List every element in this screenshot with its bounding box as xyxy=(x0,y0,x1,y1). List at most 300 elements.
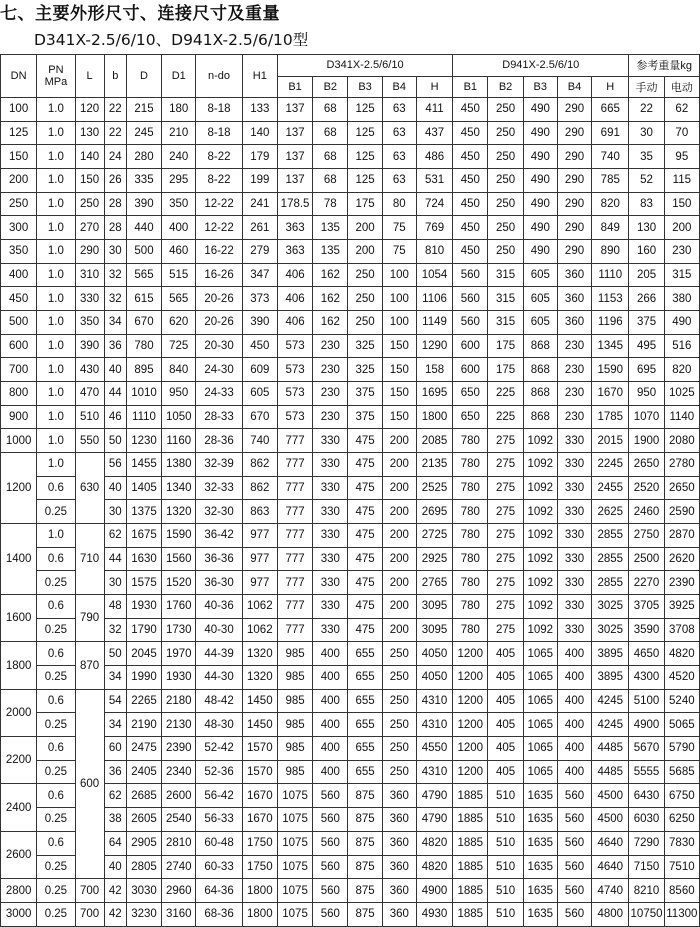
table-cell: 2685 xyxy=(126,784,161,808)
table-cell: 1.0 xyxy=(37,192,75,216)
table-cell: 780 xyxy=(453,547,488,571)
table-cell: 868 xyxy=(523,382,557,406)
table-cell: 985 xyxy=(277,760,312,784)
table-cell: 50 xyxy=(104,429,126,453)
table-cell: 250 xyxy=(348,263,382,287)
table-cell: 125 xyxy=(348,145,382,169)
table-cell: 3160 xyxy=(162,902,196,926)
table-cell: 32-30 xyxy=(196,500,242,524)
table-cell: 1670 xyxy=(242,808,277,832)
pn-cell: 1.0 xyxy=(37,524,75,548)
table-cell: 2805 xyxy=(126,855,161,879)
table-cell: 1.0 xyxy=(37,145,75,169)
table-cell: 375 xyxy=(629,311,664,335)
table-cell: 510 xyxy=(488,855,523,879)
table-cell: 160 xyxy=(629,240,664,264)
table-cell: 560 xyxy=(557,808,591,832)
table-cell: 158 xyxy=(416,358,452,382)
table-row xyxy=(1,524,700,548)
table-cell: 1560 xyxy=(162,547,196,571)
table-cell: 20-26 xyxy=(196,287,242,311)
table-cell: 460 xyxy=(162,240,196,264)
table-cell: 2855 xyxy=(592,547,629,571)
table-cell: 400 xyxy=(557,689,591,713)
table-cell: 5555 xyxy=(629,760,664,784)
table-cell: 230 xyxy=(557,382,591,406)
table-cell: 12-22 xyxy=(196,216,242,240)
table-cell: 565 xyxy=(162,287,196,311)
table-cell: 820 xyxy=(592,192,629,216)
table-cell: 1760 xyxy=(162,595,196,619)
table-row xyxy=(1,192,700,216)
table-cell: 36 xyxy=(104,760,126,784)
table-cell: 868 xyxy=(523,405,557,429)
table-cell: 8-18 xyxy=(196,121,242,145)
table-cell: 250 xyxy=(488,240,523,264)
table-cell: 137 xyxy=(277,145,312,169)
table-cell: 405 xyxy=(488,642,523,666)
table-cell: 200 xyxy=(664,216,699,240)
table-cell: 475 xyxy=(348,595,382,619)
table-cell: 950 xyxy=(162,382,196,406)
table-cell: 3590 xyxy=(629,618,664,642)
table-cell: 250 xyxy=(488,121,523,145)
table-cell: 1885 xyxy=(453,855,488,879)
table-cell: 560 xyxy=(557,879,591,903)
table-cell: 1.0 xyxy=(37,429,75,453)
table-cell: 450 xyxy=(1,287,37,311)
table-cell: 22 xyxy=(629,98,664,122)
header-d341-col: B2 xyxy=(313,76,348,98)
table-cell: 40-36 xyxy=(196,595,242,619)
table-cell: 200 xyxy=(382,453,416,477)
table-cell: 330 xyxy=(313,500,348,524)
table-cell: 2725 xyxy=(416,524,452,548)
table-cell: 1695 xyxy=(416,382,452,406)
table-cell: 1.0 xyxy=(37,382,75,406)
table-cell: 325 xyxy=(348,358,382,382)
table-cell: 275 xyxy=(488,571,523,595)
table-cell: 350 xyxy=(1,240,37,264)
table-cell: 560 xyxy=(557,855,591,879)
table-cell: 475 xyxy=(348,618,382,642)
table-cell: 4550 xyxy=(416,737,452,761)
table-cell: 1670 xyxy=(592,382,629,406)
table-cell: 1200 xyxy=(453,642,488,666)
table-cell: 48-30 xyxy=(196,713,242,737)
table-cell: 162 xyxy=(313,311,348,335)
table-cell: 140 xyxy=(242,121,277,145)
table-cell: 700 xyxy=(75,902,104,926)
table-cell: 48-42 xyxy=(196,689,242,713)
dn-cell: 1600 xyxy=(1,595,37,642)
table-cell: 330 xyxy=(557,571,591,595)
table-cell: 4820 xyxy=(416,831,452,855)
table-cell: 4500 xyxy=(592,808,629,832)
table-cell: 510 xyxy=(488,808,523,832)
table-cell: 1405 xyxy=(126,476,161,500)
table-cell: 115 xyxy=(664,169,699,193)
table-cell: 2650 xyxy=(629,453,664,477)
table-cell: 0.25 xyxy=(37,879,75,903)
table-cell: 1750 xyxy=(242,831,277,855)
table-cell: 52 xyxy=(629,169,664,193)
header-d341-col: B3 xyxy=(348,76,382,98)
table-cell: 275 xyxy=(488,429,523,453)
table-cell: 400 xyxy=(557,642,591,666)
table-cell: 230 xyxy=(313,382,348,406)
table-cell: 130 xyxy=(75,121,104,145)
table-cell: 1320 xyxy=(242,666,277,690)
table-cell: 64 xyxy=(104,831,126,855)
table-cell: 363 xyxy=(277,216,312,240)
table-cell: 270 xyxy=(75,216,104,240)
table-cell: 68 xyxy=(313,98,348,122)
table-cell: 175 xyxy=(488,334,523,358)
table-cell: 44-30 xyxy=(196,666,242,690)
table-cell: 724 xyxy=(416,192,452,216)
table-cell: 615 xyxy=(126,287,161,311)
table-cell: 363 xyxy=(277,240,312,264)
table-cell: 44 xyxy=(104,382,126,406)
table-cell: 44 xyxy=(104,547,126,571)
table-cell: 3895 xyxy=(592,642,629,666)
table-cell: 250 xyxy=(488,98,523,122)
dn-cell: 2600 xyxy=(1,831,37,878)
table-cell: 4310 xyxy=(416,760,452,784)
table-cell: 34 xyxy=(104,311,126,335)
section-title: 七、主要外形尺寸、连接尺寸及重量 xyxy=(0,4,280,24)
table-cell: 1450 xyxy=(242,713,277,737)
table-cell: 1635 xyxy=(523,808,557,832)
table-cell: 28-36 xyxy=(196,429,242,453)
table-cell: 2695 xyxy=(416,500,452,524)
table-cell: 290 xyxy=(557,121,591,145)
table-cell: 330 xyxy=(313,571,348,595)
table-cell: 4930 xyxy=(416,902,452,926)
table-cell: 1200 xyxy=(453,737,488,761)
table-cell: 56 xyxy=(104,453,126,477)
table-cell: 300 xyxy=(1,216,37,240)
table-row xyxy=(1,311,700,335)
table-cell: 330 xyxy=(557,595,591,619)
table-cell: 868 xyxy=(523,358,557,382)
table-cell: 695 xyxy=(629,358,664,382)
table-cell: 275 xyxy=(488,524,523,548)
table-cell: 390 xyxy=(75,334,104,358)
table-cell: 560 xyxy=(557,831,591,855)
table-cell: 810 xyxy=(416,240,452,264)
table-cell: 1000 xyxy=(1,429,37,453)
table-cell: 1320 xyxy=(242,642,277,666)
table-cell: 1730 xyxy=(162,618,196,642)
pn-cell: 0.25 xyxy=(37,808,75,832)
table-cell: 120 xyxy=(75,98,104,122)
header-d1: D1 xyxy=(162,55,196,98)
table-cell: 475 xyxy=(348,476,382,500)
pn-cell: 0.6 xyxy=(37,831,75,855)
header-h1: H1 xyxy=(242,55,277,98)
dimension-weight-table xyxy=(0,54,700,927)
table-cell: 230 xyxy=(313,405,348,429)
table-cell: 475 xyxy=(348,524,382,548)
table-row xyxy=(1,476,700,500)
table-cell: 100 xyxy=(382,263,416,287)
table-cell: 83 xyxy=(629,192,664,216)
table-cell: 2180 xyxy=(162,689,196,713)
table-cell: 2650 xyxy=(664,476,699,500)
table-row xyxy=(1,145,700,169)
table-cell: 24-30 xyxy=(196,358,242,382)
table-cell: 32-39 xyxy=(196,453,242,477)
table-cell: 150 xyxy=(75,169,104,193)
table-cell: 245 xyxy=(126,121,161,145)
pn-cell: 0.6 xyxy=(37,689,75,713)
table-cell: 330 xyxy=(557,476,591,500)
table-cell: 985 xyxy=(277,713,312,737)
table-cell: 531 xyxy=(416,169,452,193)
table-header xyxy=(1,55,700,98)
table-cell: 780 xyxy=(453,453,488,477)
table-cell: 250 xyxy=(75,192,104,216)
table-cell: 360 xyxy=(557,287,591,311)
table-cell: 985 xyxy=(277,689,312,713)
table-cell: 330 xyxy=(557,547,591,571)
table-cell: 250 xyxy=(488,145,523,169)
table-cell: 1590 xyxy=(592,358,629,382)
pn-cell: 0.25 xyxy=(37,666,75,690)
table-cell: 52-42 xyxy=(196,737,242,761)
table-cell: 330 xyxy=(75,287,104,311)
table-cell: 60-33 xyxy=(196,855,242,879)
table-cell: 875 xyxy=(348,855,382,879)
table-cell: 2855 xyxy=(592,524,629,548)
table-cell: 200 xyxy=(382,524,416,548)
table-cell: 650 xyxy=(453,382,488,406)
table-cell: 40 xyxy=(104,358,126,382)
table-cell: 266 xyxy=(629,287,664,311)
table-cell: 40 xyxy=(104,476,126,500)
table-cell: 1054 xyxy=(416,263,452,287)
table-cell: 52-36 xyxy=(196,760,242,784)
table-cell: 2245 xyxy=(592,453,629,477)
table-cell: 655 xyxy=(348,689,382,713)
table-cell: 2800 xyxy=(1,879,37,903)
table-cell: 4050 xyxy=(416,666,452,690)
table-cell: 1345 xyxy=(592,334,629,358)
table-cell: 4245 xyxy=(592,713,629,737)
table-cell: 1196 xyxy=(592,311,629,335)
header-d: D xyxy=(126,55,161,98)
table-cell: 210 xyxy=(162,121,196,145)
pn-cell: 0.6 xyxy=(37,642,75,666)
table-cell: 290 xyxy=(75,240,104,264)
table-cell: 1110 xyxy=(126,405,161,429)
l-cell: 710 xyxy=(75,524,104,595)
table-cell: 200 xyxy=(348,240,382,264)
table-cell: 1575 xyxy=(126,571,161,595)
table-cell: 8560 xyxy=(664,879,699,903)
table-cell: 295 xyxy=(162,169,196,193)
table-cell: 405 xyxy=(488,713,523,737)
table-cell: 250 xyxy=(382,713,416,737)
table-cell: 490 xyxy=(523,121,557,145)
table-cell: 1065 xyxy=(523,642,557,666)
table-row xyxy=(1,618,700,642)
table-cell: 44-39 xyxy=(196,642,242,666)
table-cell: 250 xyxy=(382,642,416,666)
table-cell: 985 xyxy=(277,666,312,690)
table-row xyxy=(1,571,700,595)
table-cell: 1570 xyxy=(242,760,277,784)
table-cell: 560 xyxy=(313,808,348,832)
table-cell: 400 xyxy=(1,263,37,287)
model-subtitle: D341X-2.5/6/10、D941X-2.5/6/10型 xyxy=(34,31,309,49)
table-cell: 390 xyxy=(242,311,277,335)
table-cell: 1885 xyxy=(453,879,488,903)
table-row xyxy=(1,666,700,690)
table-cell: 777 xyxy=(277,476,312,500)
table-cell: 1675 xyxy=(126,524,161,548)
table-cell: 7150 xyxy=(629,855,664,879)
table-cell: 54 xyxy=(104,689,126,713)
table-cell: 515 xyxy=(162,263,196,287)
l-cell: 790 xyxy=(75,595,104,642)
table-cell: 560 xyxy=(313,831,348,855)
table-cell: 360 xyxy=(557,263,591,287)
table-cell: 11300 xyxy=(664,902,699,926)
pn-cell: 0.6 xyxy=(37,737,75,761)
table-cell: 7510 xyxy=(664,855,699,879)
table-cell: 400 xyxy=(557,713,591,737)
table-cell: 1290 xyxy=(416,334,452,358)
table-cell: 30 xyxy=(104,240,126,264)
table-cell: 2390 xyxy=(162,737,196,761)
table-cell: 600 xyxy=(453,334,488,358)
table-cell: 250 xyxy=(382,737,416,761)
table-cell: 780 xyxy=(126,334,161,358)
table-cell: 360 xyxy=(382,902,416,926)
table-cell: 1092 xyxy=(523,547,557,571)
table-cell: 1075 xyxy=(277,879,312,903)
table-cell: 1065 xyxy=(523,713,557,737)
table-cell: 777 xyxy=(277,524,312,548)
table-cell: 1.0 xyxy=(37,169,75,193)
table-cell: 275 xyxy=(488,500,523,524)
table-cell: 862 xyxy=(242,453,277,477)
table-cell: 875 xyxy=(348,879,382,903)
table-row xyxy=(1,784,700,808)
table-cell: 290 xyxy=(557,169,591,193)
table-cell: 4640 xyxy=(592,831,629,855)
table-cell: 3030 xyxy=(126,879,161,903)
table-cell: 60 xyxy=(104,737,126,761)
table-cell: 100 xyxy=(1,98,37,122)
table-cell: 600 xyxy=(453,358,488,382)
table-cell: 8210 xyxy=(629,879,664,903)
table-cell: 490 xyxy=(523,240,557,264)
table-cell: 68-36 xyxy=(196,902,242,926)
table-cell: 977 xyxy=(242,524,277,548)
table-cell: 1.0 xyxy=(37,98,75,122)
table-cell: 2925 xyxy=(416,547,452,571)
table-cell: 490 xyxy=(523,145,557,169)
table-cell: 1200 xyxy=(453,689,488,713)
table-cell: 655 xyxy=(348,666,382,690)
table-cell: 3230 xyxy=(126,902,161,926)
table-cell: 6250 xyxy=(664,808,699,832)
table-cell: 3095 xyxy=(416,595,452,619)
table-cell: 230 xyxy=(313,334,348,358)
table-cell: 840 xyxy=(162,358,196,382)
table-row xyxy=(1,121,700,145)
table-cell: 22 xyxy=(104,121,126,145)
header-d941-col: B2 xyxy=(488,76,523,98)
table-cell: 2135 xyxy=(416,453,452,477)
table-cell: 560 xyxy=(557,784,591,808)
table-cell: 5790 xyxy=(664,737,699,761)
table-cell: 8-22 xyxy=(196,145,242,169)
table-cell: 48 xyxy=(104,595,126,619)
table-cell: 560 xyxy=(313,879,348,903)
table-row xyxy=(1,169,700,193)
table-cell: 1.0 xyxy=(37,358,75,382)
table-row xyxy=(1,595,700,619)
table-cell: 5670 xyxy=(629,737,664,761)
table-cell: 1800 xyxy=(242,902,277,926)
table-cell: 150 xyxy=(382,334,416,358)
table-row xyxy=(1,547,700,571)
header-dn: DN xyxy=(1,55,37,98)
table-cell: 2045 xyxy=(126,642,161,666)
table-cell: 2960 xyxy=(162,879,196,903)
table-cell: 68 xyxy=(313,121,348,145)
table-cell: 230 xyxy=(313,358,348,382)
table-cell: 30 xyxy=(104,500,126,524)
header-group-d341: D341X-2.5/6/10 xyxy=(277,55,452,77)
table-cell: 310 xyxy=(75,263,104,287)
table-cell: 16-26 xyxy=(196,263,242,287)
table-cell: 405 xyxy=(488,666,523,690)
table-cell: 573 xyxy=(277,382,312,406)
table-cell: 777 xyxy=(277,453,312,477)
table-cell: 2525 xyxy=(416,476,452,500)
table-cell: 1320 xyxy=(162,500,196,524)
table-cell: 490 xyxy=(523,192,557,216)
table-cell: 430 xyxy=(75,358,104,382)
table-cell: 780 xyxy=(453,571,488,595)
table-cell: 849 xyxy=(592,216,629,240)
table-cell: 780 xyxy=(453,524,488,548)
table-cell: 1590 xyxy=(162,524,196,548)
table-cell: 330 xyxy=(313,595,348,619)
dn-cell: 2000 xyxy=(1,689,37,736)
table-cell: 215 xyxy=(126,98,161,122)
table-cell: 78 xyxy=(313,192,348,216)
table-row xyxy=(1,98,700,122)
table-cell: 1800 xyxy=(242,879,277,903)
table-cell: 900 xyxy=(1,405,37,429)
table-cell: 68 xyxy=(313,169,348,193)
table-cell: 32 xyxy=(104,287,126,311)
table-cell: 5100 xyxy=(629,689,664,713)
table-cell: 4900 xyxy=(416,879,452,903)
table-cell: 200 xyxy=(382,476,416,500)
table-cell: 406 xyxy=(277,287,312,311)
table-cell: 560 xyxy=(453,311,488,335)
table-cell: 24-33 xyxy=(196,382,242,406)
table-cell: 1062 xyxy=(242,618,277,642)
